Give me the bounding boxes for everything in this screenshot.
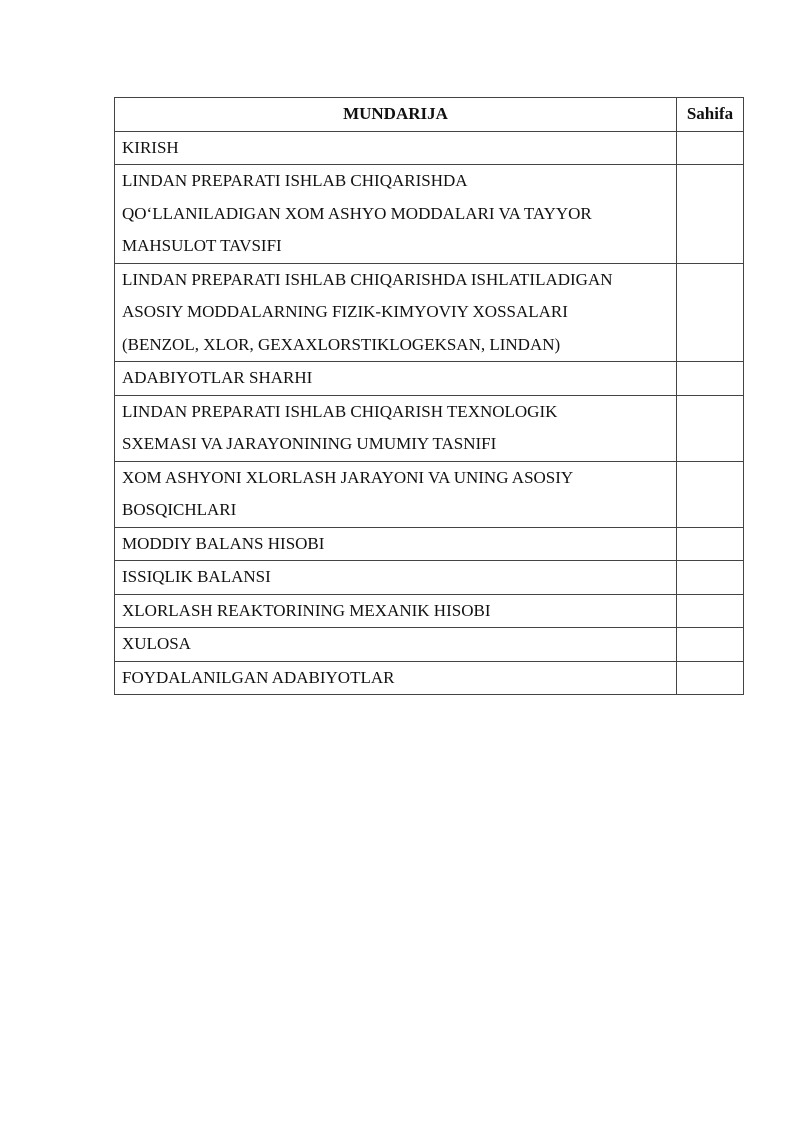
toc-row: [115, 561, 744, 595]
toc-row: [115, 628, 744, 662]
toc-entry-line: SXEMASI VA JARAYONINING UMUMIY TASNIFI: [122, 434, 497, 453]
toc-row: [115, 362, 744, 396]
toc-entry-line: XULOSA: [122, 634, 191, 653]
toc-row: [115, 165, 744, 264]
toc-entry-page: [677, 594, 744, 628]
toc-row: [115, 661, 744, 695]
toc-entry-line: ADABIYOTLAR SHARHI: [122, 368, 313, 387]
toc-entry-page: [677, 395, 744, 461]
toc-row: [115, 131, 744, 165]
toc-body: [115, 131, 744, 695]
toc-row: [115, 461, 744, 527]
toc-header-page: Sahifa: [677, 98, 744, 132]
toc-entry-page: [677, 461, 744, 527]
toc-entry-title: [115, 395, 677, 461]
toc-entry-title: [115, 561, 677, 595]
toc-entry-page: [677, 362, 744, 396]
toc-entry-title: [115, 594, 677, 628]
toc-entry-page: [677, 661, 744, 695]
toc-entry-line: LINDAN PREPARATI ISHLAB CHIQARISH TEXNOLOGIK: [122, 401, 558, 421]
toc-entry-page: [677, 628, 744, 662]
toc-entry-line: XOM ASHYONI XLORLASH JARAYONI VA UNING ASOSIY: [122, 467, 574, 487]
toc-entry-line: LINDAN PREPARATI ISHLAB CHIQARISHDA: [122, 171, 468, 190]
toc-entry-title: [115, 661, 677, 695]
toc-entry-title: [115, 527, 677, 561]
toc-entry-line: FOYDALANILGAN ADABIYOTLAR: [122, 667, 395, 687]
toc-entry-line: MAHSULOT TAVSIFI: [122, 236, 282, 255]
toc-row: [115, 263, 744, 362]
toc-entry-line: QO‘LLANILADIGAN XOM ASHYO MODDALARI VA TAYYOR: [122, 203, 592, 223]
toc-entry-line: KIRISH: [122, 137, 179, 157]
toc-entry-line: BOSQICHLARI: [122, 500, 237, 519]
toc-entry-title: [115, 461, 677, 527]
toc-entry-line: ASOSIY MODDALARNING FIZIK-KIMYOVIY XOSSALARI: [122, 302, 568, 321]
toc-entry-title: [115, 362, 677, 396]
toc-entry-line: MODDIY BALANS HISOBI: [122, 533, 325, 553]
toc-entry-line: XLORLASH REAKTORINING MEXANIK HISOBI: [122, 600, 491, 620]
toc-entry-line: (BENZOL, XLOR, GEXAXLORSTIKLOGEKSAN, LINDAN): [122, 334, 561, 354]
toc-row: [115, 395, 744, 461]
toc-header-title: MUNDARIJA: [115, 98, 677, 132]
toc-entry-page: [677, 263, 744, 362]
toc-entry-line: LINDAN PREPARATI ISHLAB CHIQARISHDA ISHLATILADIGAN: [122, 269, 613, 289]
toc-entry-page: [677, 165, 744, 264]
table-of-contents: [114, 97, 744, 695]
toc-entry-title: [115, 263, 677, 362]
toc-entry-page: [677, 527, 744, 561]
toc-entry-title: [115, 165, 677, 264]
toc-row: [115, 594, 744, 628]
toc-entry-line: ISSIQLIK BALANSI: [122, 567, 271, 586]
toc-row: [115, 527, 744, 561]
toc-entry-page: [677, 561, 744, 595]
toc-entry-page: [677, 131, 744, 165]
toc-entry-title: [115, 628, 677, 662]
toc-entry-title: [115, 131, 677, 165]
toc-header-row: [115, 98, 744, 132]
